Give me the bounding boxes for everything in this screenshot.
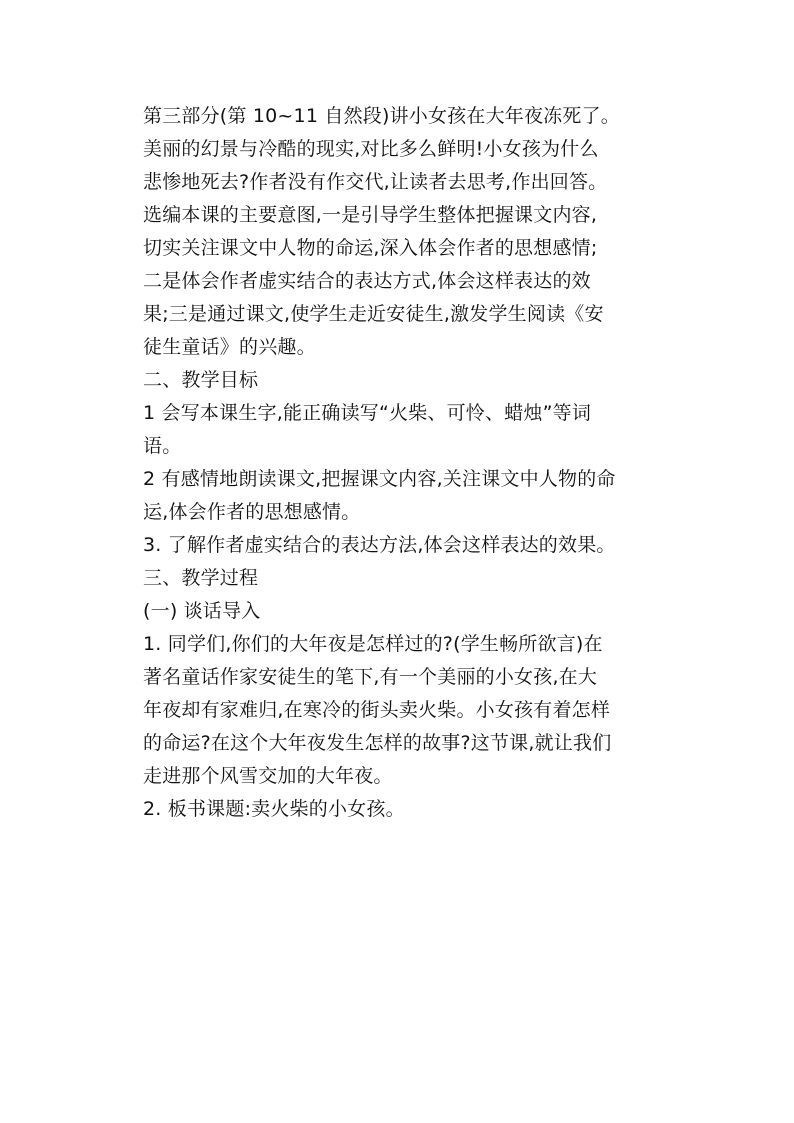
text-line: 切实关注课文中人物的命运,深入体会作者的思想感情; <box>143 237 598 259</box>
text-line: 的命运?在这个大年夜发生怎样的故事?这节课,就让我们 <box>143 732 612 754</box>
text-line: 果;三是通过课文,使学生走近安徒生,激发学生阅读《安 <box>143 303 604 325</box>
text-line: 运,体会作者的思想感情。 <box>143 501 361 523</box>
text-line: 徒生童话》的兴趣。 <box>143 336 316 358</box>
document-body <box>143 100 683 826</box>
text-line: 2 有感情地朗读课文,把握课文内容,关注课文中人物的命 <box>143 468 616 490</box>
text-line: 美丽的幻景与冷酷的现实,对比多么鲜明!小女孩为什么 <box>143 138 599 160</box>
text-line: 第三部分(第 10~11 自然段)讲小女孩在大年夜冻死了。 <box>143 105 620 127</box>
subsection-heading: (一) 谈话导入 <box>143 600 261 622</box>
section-heading: 三、教学过程 <box>143 567 259 589</box>
text-line: 语。 <box>143 435 182 457</box>
section-heading: 二、教学目标 <box>143 369 259 391</box>
text-line: 3. 了解作者虚实结合的表达方法,体会这样表达的效果。 <box>143 534 616 556</box>
text-line: 走进那个风雪交加的大年夜。 <box>143 765 393 787</box>
text-line: 悲惨地死去?作者没有作交代,让读者去思考,作出回答。 <box>143 171 608 193</box>
text-line: 年夜却有家难归,在寒冷的街头卖火柴。小女孩有着怎样 <box>143 699 611 721</box>
text-line: 2. 板书课题:卖火柴的小女孩。 <box>143 798 405 820</box>
text-line: 选编本课的主要意图,一是引导学生整体把握课文内容, <box>143 204 598 226</box>
text-line: 二是体会作者虚实结合的表达方式,体会这样表达的效 <box>143 270 591 292</box>
text-line: 1 会写本课生字,能正确读写“火柴、可怜、蜡烛”等词 <box>143 402 592 424</box>
text-line: 1. 同学们,你们的大年夜是怎样过的?(学生畅所欲言)在 <box>143 633 603 655</box>
text-line: 著名童话作家安徒生的笔下,有一个美丽的小女孩,在大 <box>143 666 598 688</box>
